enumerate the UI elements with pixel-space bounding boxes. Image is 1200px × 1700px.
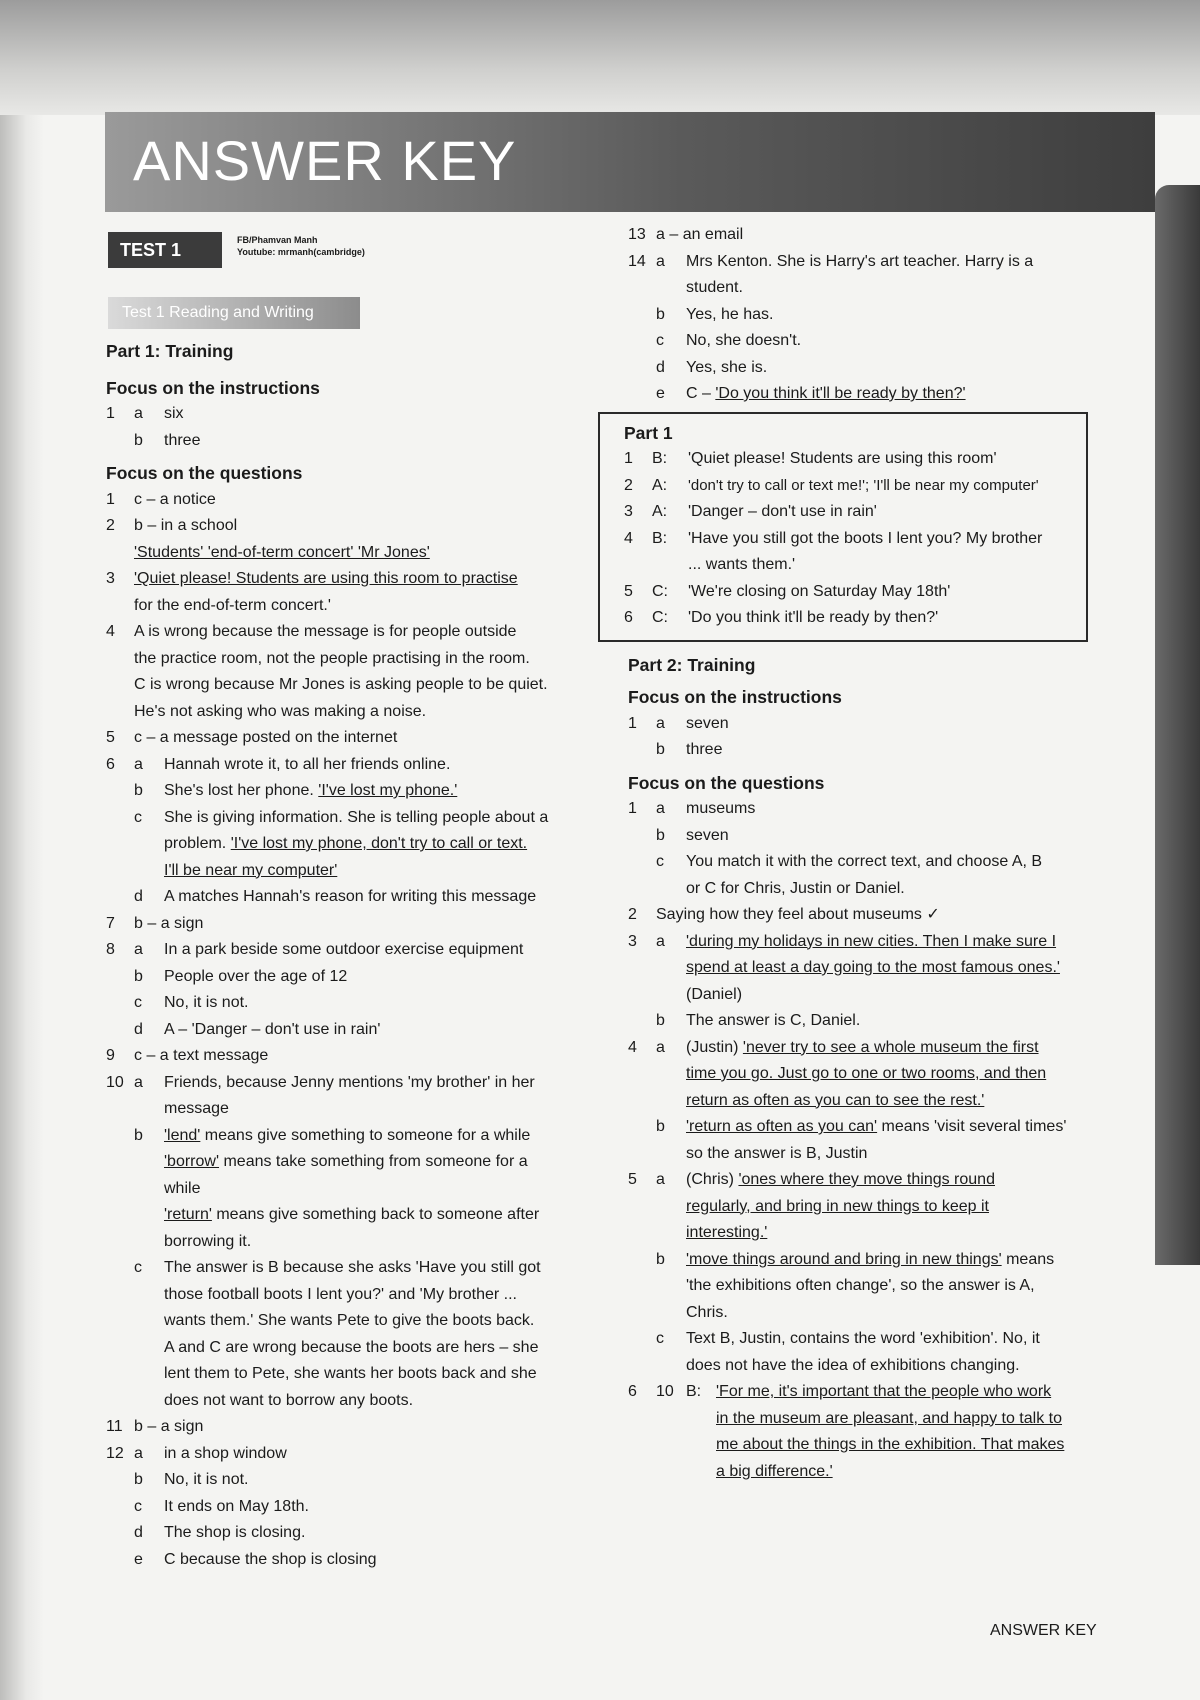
list-item: 4 a (Justin) 'never try to see a whole museum the first time you go. Just go to one or two rooms, and then return as often as you can to see the rest.' (628, 1038, 1047, 1109)
part1-summary-box (598, 412, 1088, 642)
footer-label: ANSWER KEY (990, 1622, 1097, 1639)
focus-instructions-heading: Focus on the instructions (106, 377, 320, 398)
list-item: 3 'Quiet please! Students are using this room to practise for the end-of-term concert.' (106, 570, 518, 614)
list-item: c The answer is B because she asks 'Have you still got those football boots I lent you?' and 'My brother ... wants them.' She wants Pete to give the boots back. A and C are wrong because the boots are hers – she lent them to Pete, she wants her boots back and she does not want to borrow any boots. (134, 1259, 541, 1409)
list-item: 5 c – a message posted on the internet (106, 729, 398, 746)
list-item: 13 a – an email (628, 226, 744, 243)
table-row: 6 C: 'Do you think it'll be ready by then?' (624, 609, 939, 626)
list-item: 2 Saying how they feel about museums ✓ (628, 906, 940, 923)
list-item: 11 b – a sign (106, 1418, 204, 1435)
part1-title: Part 1: Training (106, 341, 234, 361)
page-edge-shadow (0, 0, 44, 1700)
table-row: 4 B: 'Have you still got the boots I lent you? My brother ... wants them.' (624, 529, 1043, 573)
list-item: d Yes, she is. (656, 358, 768, 376)
right-column (624, 222, 1110, 1485)
list-item: 5 a (Chris) 'ones where they move things round regularly, and bring in new things to keep it interesting.' (628, 1171, 995, 1241)
list-item: 2 b – in a school (106, 517, 238, 534)
left-column (106, 338, 606, 1573)
partbox-title: Part 1 (624, 422, 673, 443)
list-item: c She is giving information. She is telling people about a problem. 'I've lost my phone, don't try to call or text. I'll be near my computer' (134, 808, 549, 879)
side-tab (1155, 185, 1200, 1265)
list-item: 1 c – a notice (106, 490, 216, 508)
list-item: b three (656, 741, 723, 758)
focus-instructions-heading-2: Focus on the instructions (628, 687, 842, 707)
list-item: b No, it is not. (134, 1471, 249, 1488)
list-item: 9 c – a text message (106, 1047, 269, 1064)
part2-title: Part 2: Training (628, 654, 756, 675)
list-item: b three (134, 431, 201, 449)
list-item: e C because the shop is closing (134, 1550, 377, 1568)
list-item: b People over the age of 12 (134, 967, 348, 985)
list-item: 4 A is wrong because the message is for people outside the practice room, not the people practising in the room. C is wrong because Mr Jones is asking people to be quiet. He's not asking who was making a noise. (106, 623, 548, 720)
list-item: c No, it is not. (134, 994, 249, 1011)
list-item: e C – 'Do you think it'll be ready by then?' (656, 385, 966, 402)
list-item: b 'lend' means give something to someone for a while 'borrow' means take something from someone for a while 'return' means give something back to someone after borrowing it. (134, 1126, 540, 1250)
list-item: 10 a Friends, because Jenny mentions 'my brother' in her message (106, 1073, 535, 1117)
section-title: Test 1 Reading and Writing (108, 297, 360, 329)
table-row: 2 A: 'don't try to call or text me!'; 'I'll be near my computer' (624, 476, 1039, 494)
list-item: c You match it with the correct text, and choose A, B or C for Chris, Justin or Daniel. (656, 853, 1043, 897)
focus-questions-heading-2: Focus on the questions (628, 772, 825, 793)
list-item: 1 a seven (628, 714, 729, 732)
table-row: 1 B: 'Quiet please! Students are using this room' (624, 450, 997, 467)
list-item: d The shop is closing. (134, 1524, 306, 1541)
list-item: b Yes, he has. (656, 305, 774, 323)
list-item: b The answer is C, Daniel. (656, 1012, 861, 1029)
credit-line-1: FB/Phamvan Manh (237, 235, 318, 245)
list-item: c Text B, Justin, contains the word 'exhibition'. No, it does not have the idea of exhibitions changing. (656, 1330, 1040, 1374)
list-item: 12 a in a shop window (106, 1444, 287, 1462)
credit (237, 234, 365, 258)
list-item: d A – 'Danger – don't use in rain' (134, 1020, 381, 1038)
list-item: b She's lost her phone. 'I've lost my phone.' (134, 782, 458, 799)
credit-line-2: Youtube: mrmanh(cambridge) (237, 247, 365, 257)
list-item: b 'move things around and bring in new things' means 'the exhibitions often change', so the answer is A, Chris. (656, 1250, 1055, 1321)
list-item: c No, she doesn't. (656, 332, 802, 349)
list-item: b 'return as often as you can' means 'visit several times' so the answer is B, Justin (656, 1118, 1067, 1162)
page-title: ANSWER KEY (133, 129, 517, 192)
list-item: 6 a Hannah wrote it, to all her friends online. (106, 755, 451, 773)
list-item: 1 a museums (628, 800, 756, 817)
list-item: b seven (656, 826, 729, 844)
table-row: 3 A: 'Danger – don't use in rain' (624, 503, 877, 520)
list-item: d A matches Hannah's reason for writing this message (134, 888, 537, 905)
list-item: 6 10 B: 'For me, it's important that the people who work in the museum are pleasant, and happy to talk to me about the things in the exhibition. That makes a big difference.' (628, 1383, 1065, 1480)
top-shadow (0, 0, 1200, 115)
list-item: 1 a six (106, 405, 184, 422)
table-row: 5 C: 'We're closing on Saturday May 18th' (624, 582, 951, 600)
list-item: 'Students' 'end-of-term concert' 'Mr Jones' (134, 543, 430, 561)
focus-questions-heading: Focus on the questions (106, 463, 303, 483)
test-badge: TEST 1 (108, 232, 222, 268)
list-item: 7 b – a sign (106, 914, 204, 932)
list-item: 14 a Mrs Kenton. She is Harry's art teacher. Harry is a student. (628, 252, 1034, 296)
list-item: 8 a In a park beside some outdoor exercise equipment (106, 941, 524, 958)
list-item: c It ends on May 18th. (134, 1497, 309, 1515)
list-item: 3 a 'during my holidays in new cities. Then I make sure I spend at least a day going to the most famous ones.' (Daniel) (628, 932, 1060, 1003)
